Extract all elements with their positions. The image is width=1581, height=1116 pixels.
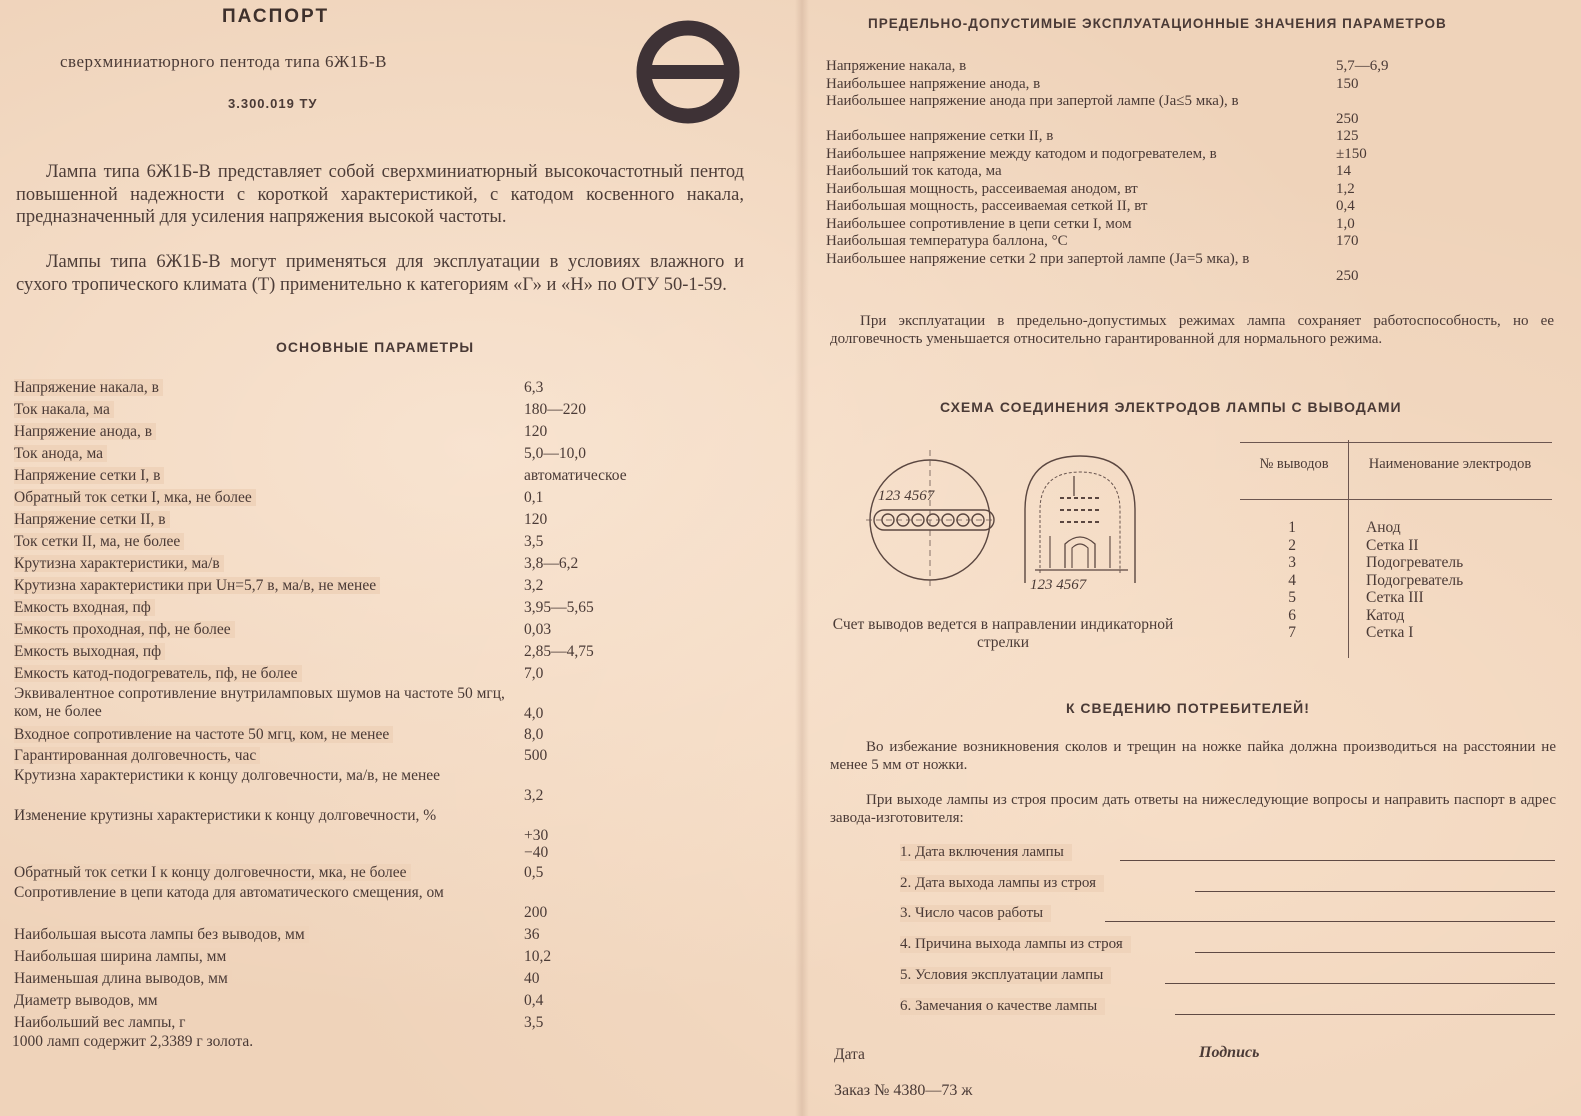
date-label: Дата: [834, 1046, 865, 1063]
limit-row: Наибольшая температура баллона, °С 170: [826, 233, 1359, 249]
question-field[interactable]: 3. Число часов работы: [900, 905, 1555, 925]
limit-row: Наибольшее напряжение анода, в 150: [826, 75, 1359, 92]
param-row: Ток анода, ма . . . 5,0—10,0: [14, 443, 674, 464]
param-row: Гарантированная долговечность, час . . . 500: [14, 745, 674, 766]
spec-number: 3.300.019 ТУ: [228, 96, 318, 111]
electrode-name: Катод: [1366, 606, 1405, 624]
param-row: Наибольший вес лампы, г . . . 3,5: [14, 1012, 674, 1033]
pin-number: 4: [1288, 571, 1296, 589]
document-subtitle: сверхминиатюрного пентода типа 6Ж1Б-В: [60, 52, 388, 71]
consumer-paragraph-2: При выходе лампы из строя просим дать ответы на нижеследующие вопросы и направить паспорт в адрес завода-изготовителя:: [830, 792, 1556, 826]
question-field[interactable]: 4. Причина выхода лампы из строя: [900, 936, 1555, 956]
pin-number: 1: [1288, 519, 1296, 536]
param-row: Ток сетки II, ма, не более . . . 3,5: [14, 531, 674, 552]
param-row: Емкость входная, пф . . . 3,95—5,65: [14, 597, 674, 618]
param-row: Обратный ток сетки I, мка, не более . . . 0,1: [14, 487, 674, 508]
answer-line[interactable]: [1165, 983, 1555, 984]
limit-row: Наибольший ток катода, ма 14: [826, 163, 1351, 179]
param-row: Емкость проходная, пф, не более . . . 0,03: [14, 619, 674, 640]
gold-content-note: 1000 ламп содержит 2,3389 г золота.: [12, 1033, 254, 1050]
order-number: Заказ № 4380—73 ж: [834, 1082, 973, 1099]
page-fold: [795, 0, 809, 1116]
pin-count-note: Счет выводов ведется в направлении индикаторной стрелки: [832, 616, 1174, 651]
consumer-heading: К СВЕДЕНИЮ ПОТРЕБИТЕЛЕЙ!: [1066, 700, 1310, 716]
param-row: Емкость выходная, пф . . . 2,85—4,75: [14, 641, 674, 662]
electrode-name: Сетка I: [1366, 624, 1414, 641]
electrode-name: Сетка III: [1366, 589, 1424, 606]
answer-line[interactable]: [1195, 891, 1555, 892]
intro-paragraph-1: Лампа типа 6Ж1Б-В представляет собой сверхминиатюрный высокочастотный пентод повышенной надежности с короткой характеристикой, с катодом косвенного накала, предназначенный для усиления напряжения высокой частоты.: [16, 162, 744, 227]
param-row: Диаметр выводов, мм . . . 0,4: [14, 990, 674, 1011]
limit-row: Наибольшая мощность, рассеиваемая сеткой II, вт 0,4: [826, 198, 1355, 214]
limit-row: Наибольшее напряжение сетки 2 при запертой лампе (Jа=5 мка), в 250: [826, 250, 1359, 284]
question-field[interactable]: 5. Условия эксплуатации лампы: [900, 967, 1555, 987]
param-row: Изменение крутизны характеристики к концу долговечности, % . . . +30 −40: [14, 807, 674, 865]
document-title: ПАСПОРТ: [222, 6, 330, 27]
param-row: Ток накала, ма . . . 180—220: [14, 399, 674, 420]
pin-number: 3: [1288, 554, 1296, 571]
param-row: Обратный ток сетки I к концу долговечности, мка, не более . . . 0,5: [14, 862, 674, 883]
electrode-name: Подогреватель: [1366, 571, 1464, 589]
table-rule: [1240, 442, 1552, 443]
table-rule: [1240, 499, 1552, 500]
param-row: Крутизна характеристики при Uн=5,7 в, ма/в, не менее . . . 3,2: [14, 575, 674, 596]
param-row: Входное сопротивление на частоте 50 мгц, ком, не менее . . . 8,0: [14, 724, 674, 745]
electrode-name: Анод: [1366, 519, 1401, 536]
param-row: Наибольшая ширина лампы, мм . . . 10,2: [14, 946, 674, 967]
electrode-name: Подогреватель: [1366, 554, 1464, 571]
pin-table: [1240, 440, 1552, 658]
limit-row: Наибольшая мощность, рассеиваемая анодом, вт 1,2: [826, 180, 1355, 197]
param-row: Напряжение анода, в . . . 120: [14, 421, 674, 442]
intro-paragraph-2: Лампы типа 6Ж1Б-В могут применяться для эксплуатации в условиях влажного и сухого тропического климата (Т) применительно к категориям «Г» и «Н» по ОТУ 50-1-59.: [16, 252, 744, 295]
param-row: Сопротивление в цепи катода для автоматического смещения, ом . . . 200: [14, 884, 674, 924]
pins-bottom-label: 123 4567: [1030, 577, 1087, 593]
question-field[interactable]: 1. Дата включения лампы: [900, 844, 1555, 864]
param-row: Крутизна характеристики к концу долговечности, ма/в, не менее . . . 3,2: [14, 767, 674, 807]
signature-label: Подпись: [1199, 1044, 1260, 1061]
scheme-heading: СХЕМА СОЕДИНЕНИЯ ЭЛЕКТРОДОВ ЛАМПЫ С ВЫВОДАМИ: [940, 399, 1402, 415]
pin-number: 2: [1288, 536, 1296, 554]
param-row: Емкость катод-подогреватель, пф, не более . . . 7,0: [14, 663, 674, 684]
limits-heading: ПРЕДЕЛЬНО-ДОПУСТИМЫЕ ЭКСПЛУАТАЦИОННЫЕ ЗНАЧЕНИЯ ПАРАМЕТРОВ: [868, 16, 1447, 31]
question-field[interactable]: 6. Замечания о качестве лампы: [900, 998, 1555, 1018]
param-row: Наименьшая длина выводов, мм . . . 40: [14, 968, 674, 989]
limit-row: Наибольшее напряжение анода при запертой лампе (Jа≤5 мка), в 250: [826, 93, 1359, 127]
answer-line[interactable]: [1175, 1014, 1555, 1015]
param-row: Напряжение сетки I, в . . . автоматическое: [14, 465, 674, 486]
col-pin-number: № выводов: [1259, 456, 1329, 472]
param-row: Крутизна характеристики, ма/в . . . 3,8—6,2: [14, 553, 674, 574]
param-row: Напряжение сетки II, в . . . 120: [14, 509, 674, 530]
question-field[interactable]: 2. Дата выхода лампы из строя: [900, 875, 1555, 895]
limit-row: Наибольшее напряжение между катодом и подогревателем, в ±150: [826, 145, 1367, 162]
answer-line[interactable]: [1195, 952, 1555, 953]
param-row: Эквивалентное сопротивление внутриламповых шумов на частоте 50 мгц, ком, не более . . . 4,0: [14, 685, 674, 725]
pin-number: 5: [1288, 589, 1296, 606]
col-electrode-name: Наименование электродов: [1368, 456, 1532, 472]
param-row: Наибольшая высота лампы без выводов, мм . . . 36: [14, 924, 674, 945]
answer-line[interactable]: [1120, 860, 1555, 861]
param-row: Напряжение накала, в . . . 6,3: [14, 377, 674, 398]
consumer-paragraph-1: Во избежание возникновения сколов и трещин на ножке пайка должна производиться на расстоянии не менее 5 мм от ножки.: [830, 739, 1556, 773]
answer-line[interactable]: [1105, 921, 1555, 922]
limits-note: При эксплуатации в предельно-допустимых режимах лампа сохраняет работоспособность, но ее долговечность уменьшается относительно гарантированной для нормального режима.: [830, 313, 1554, 347]
pins-top-label: 123 4567: [878, 488, 935, 504]
limit-row: Напряжение накала, в 5,7—6,9: [826, 58, 1389, 74]
electrode-name: Сетка II: [1366, 536, 1419, 554]
pin-number: 6: [1288, 606, 1296, 624]
pinout-diagram: [860, 448, 1170, 593]
factory-logo-icon: [636, 20, 740, 124]
basic-params-heading: ОСНОВНЫЕ ПАРАМЕТРЫ: [276, 339, 475, 355]
limit-row: Наибольшее сопротивление в цепи сетки I, мом 1,0: [826, 215, 1355, 232]
pin-number: 7: [1288, 624, 1296, 641]
limit-row: Наибольшее напряжение сетки II, в 125: [826, 128, 1359, 144]
